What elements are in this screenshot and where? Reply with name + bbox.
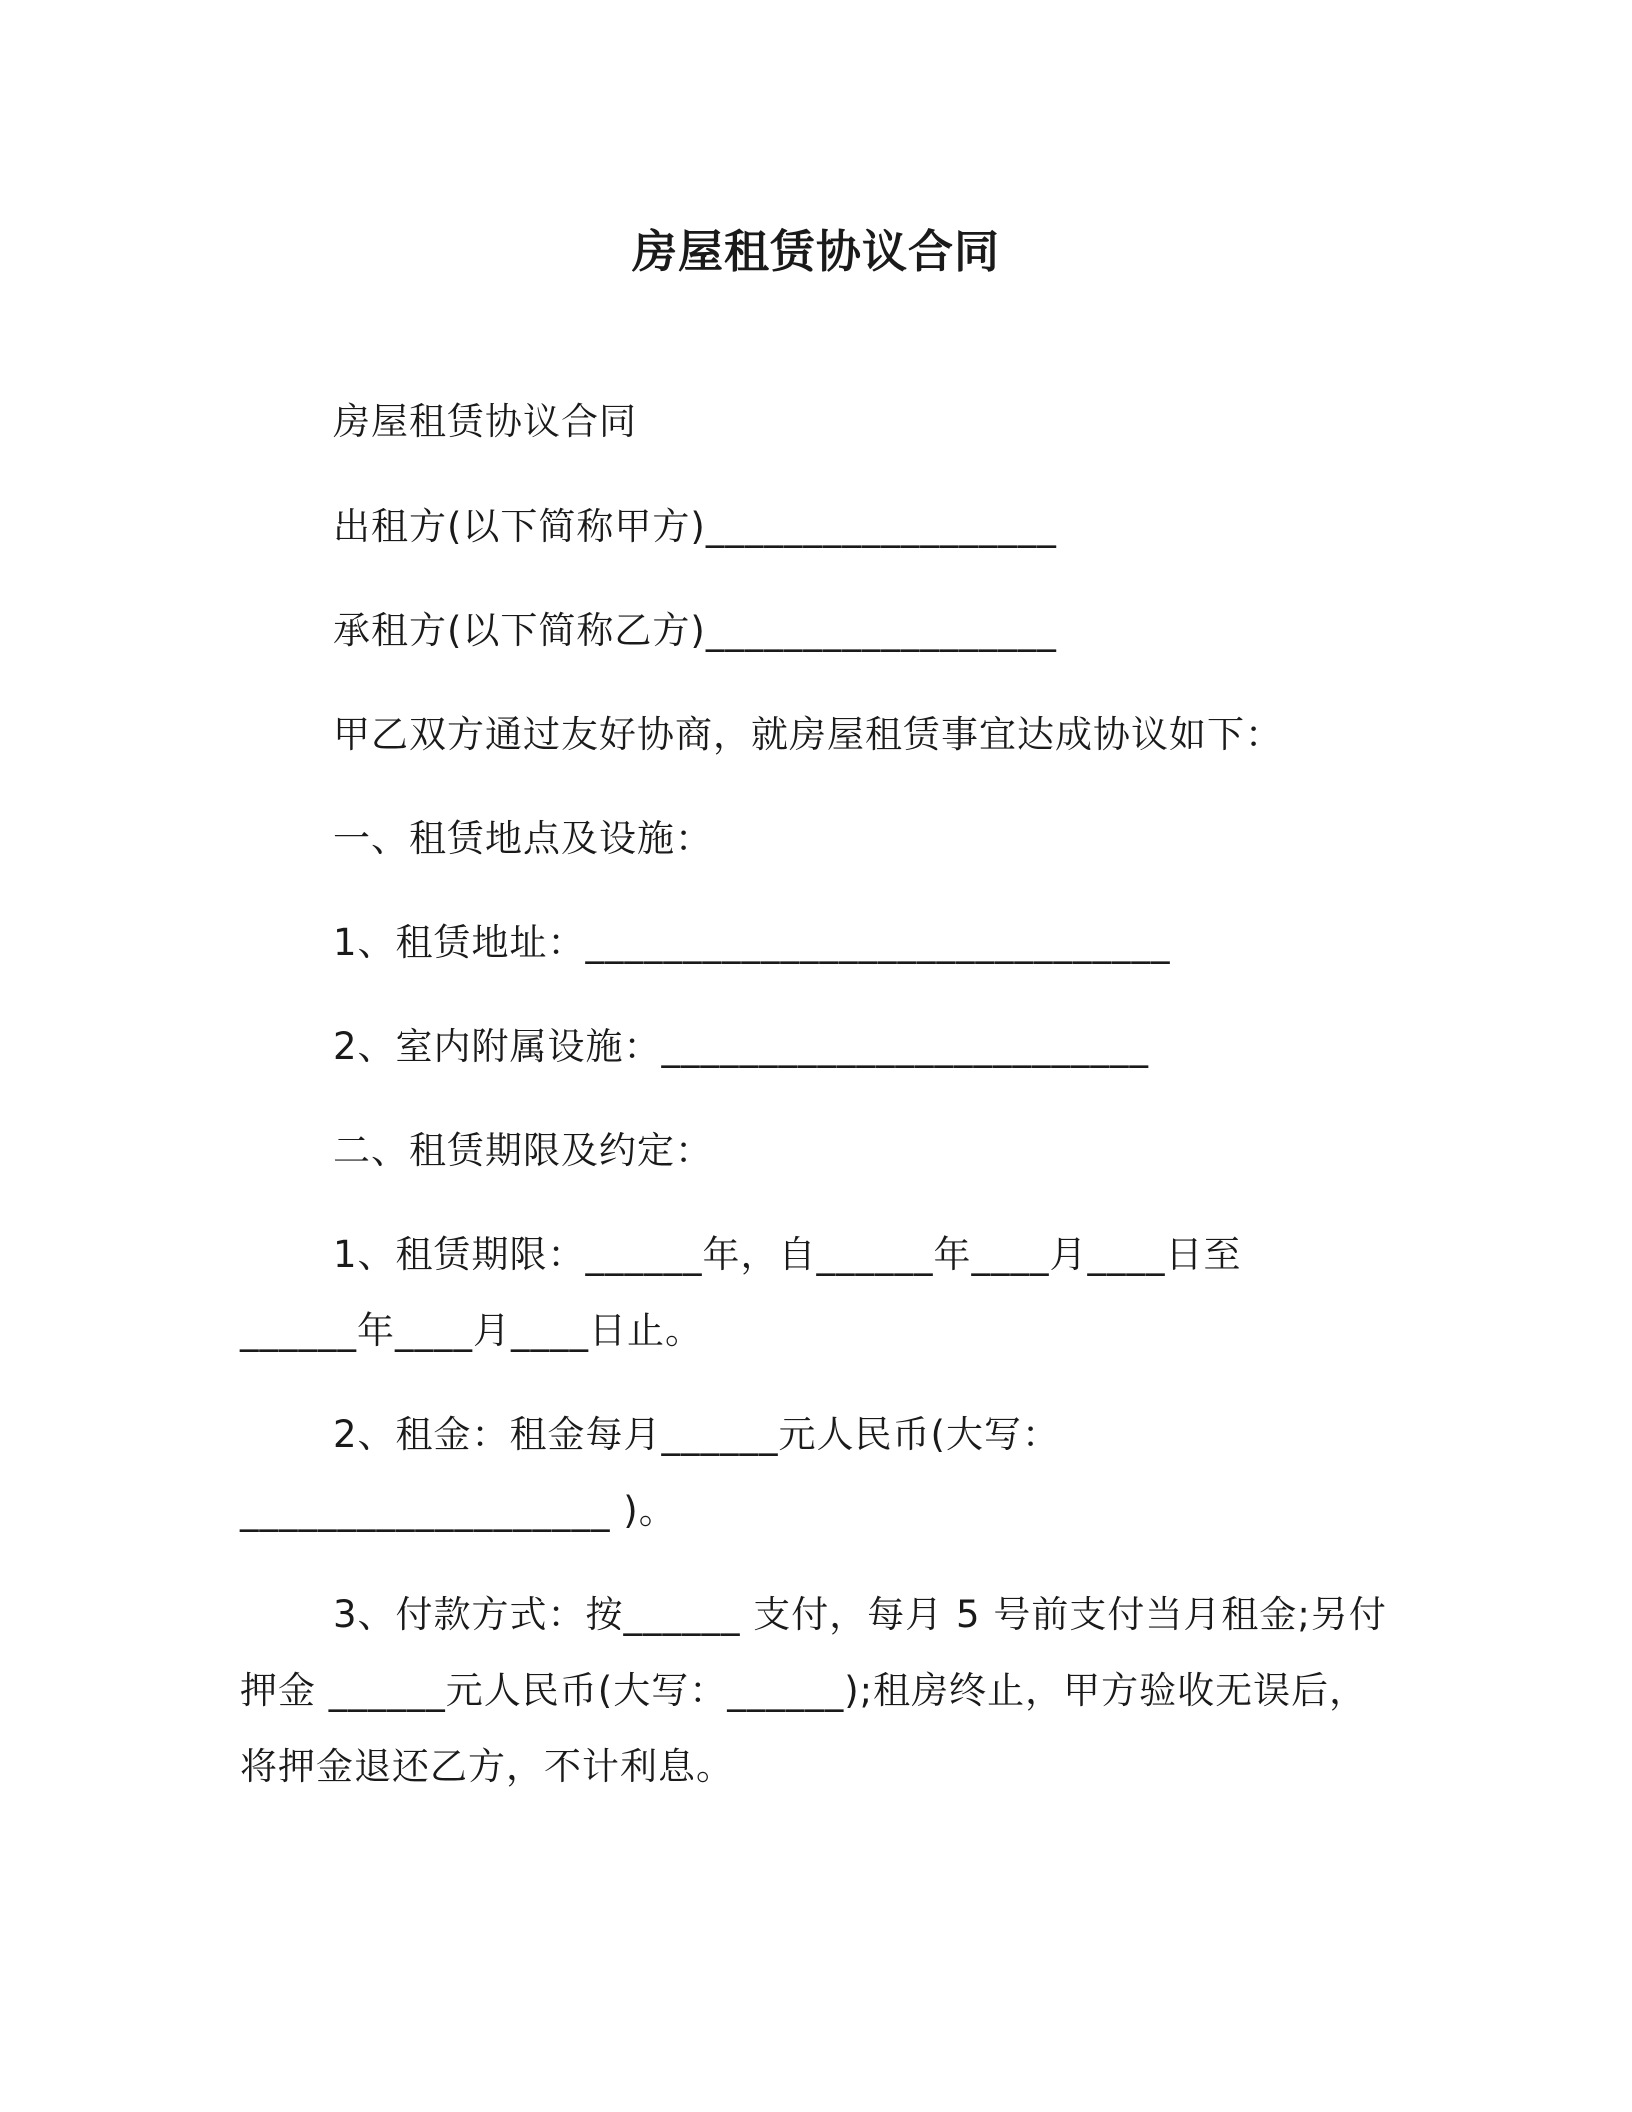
paragraph-term-line2: ______年____月____日止。 [240,1309,703,1352]
paragraph-lessor: 出租方(以下简称甲方)__________________ [333,505,1057,548]
paragraph-address: 1、租赁地址：______________________________ [333,921,1171,964]
section-heading-2: 二、租赁期限及约定： [333,1129,713,1172]
section-heading-1: 一、租赁地点及设施： [333,817,713,860]
paragraph-payment-line2: 押金 ______元人民币(大写：______);租房终止，甲方验收无误后， [240,1669,1368,1712]
paragraph-intro: 甲乙双方通过友好协商，就房屋租赁事宜达成协议如下： [333,713,1283,756]
document-title: 房屋租赁协议合同 [631,225,1000,278]
paragraph-rent-line2: ___________________ )。 [240,1489,677,1532]
paragraph-lessee: 承租方(以下简称乙方)__________________ [333,609,1057,652]
paragraph-facilities: 2、室内附属设施：_________________________ [333,1025,1150,1068]
paragraph-payment-line3: 将押金退还乙方，不计利息。 [240,1745,734,1788]
paragraph-heading: 房屋租赁协议合同 [333,400,637,443]
paragraph-rent-line1: 2、租金：租金每月______元人民币(大写： [333,1413,1060,1456]
paragraph-payment-line1: 3、付款方式：按______ 支付，每月 5 号前支付当月租金;另付 [333,1593,1387,1636]
paragraph-term-line1: 1、租赁期限：______年，自______年____月____日至 [333,1233,1242,1276]
